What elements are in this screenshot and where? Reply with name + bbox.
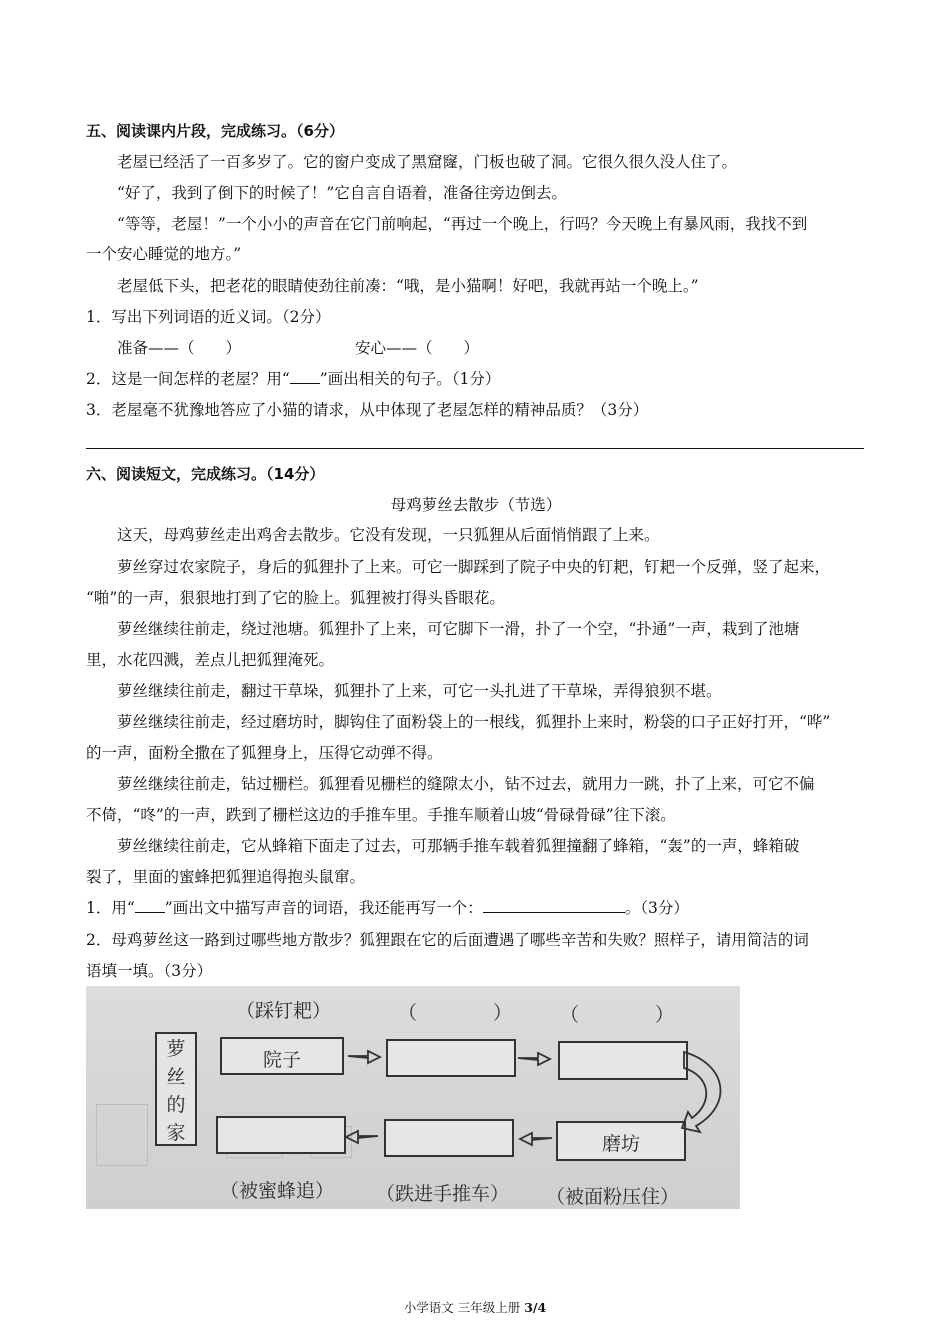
- passage-line: 里，水花四溅，差点儿把狐狸淹死。: [86, 651, 335, 669]
- passage-line: 萝丝穿过农家院子，身后的狐狸扑了上来。可它一脚踩到了院子中央的钉耙，钉耙一个反弹，竖了起来，: [117, 558, 831, 576]
- passage-line: 萝丝继续往前走，钻过栅栏。狐狸看见栅栏的缝隙太小，钻不过去，就用力一跳，扑了上来，可它不偏: [117, 775, 815, 793]
- section5-paragraph: “好了，我到了倒下的时候了！”它自言自语着，准备往旁边倒去。: [117, 184, 567, 202]
- section5-heading: 五、阅读课内片段，完成练习。（6分）: [86, 122, 344, 140]
- section6-question-1: [86, 897, 866, 919]
- section6-question-2-cont: 语填一填。（3分）: [86, 962, 213, 980]
- section5-question-1: 1．写出下列词语的近义词。（2分）: [86, 308, 331, 326]
- section6-question-2: 2．母鸡萝丝这一路到过哪些地方散步？狐狸跟在它的后面遭遇了哪些辛苦和失败？照样子，请用简洁的词: [86, 931, 809, 949]
- q2-text-start: 2．这是一间怎样的老屋？用“: [86, 370, 290, 388]
- passage-line: 这天，母鸡萝丝走出鸡舍去散步。它没有发现，一只狐狸从后面悄悄跟了上来。: [117, 526, 660, 544]
- underline-sample: [290, 369, 320, 384]
- q1-text-end: 。（3分）: [624, 899, 689, 917]
- section5-question-3: 3．老屋毫不犹豫地答应了小猫的请求，从中体现了老屋怎样的精神品质？（3分）: [86, 401, 649, 419]
- q1-text-middle: ”画出文中描写声音的词语，我还能再写一个：: [164, 899, 483, 917]
- passage-line: 不倚，“咚”的一声，跌到了栅栏这边的手推车里。手推车顺着山坡“骨碌骨碌”往下滚。: [86, 806, 676, 824]
- arrow-left-icon: [346, 1131, 378, 1143]
- home-char: 丝: [166, 1066, 186, 1088]
- passage-title: 母鸡萝丝去散步（节选）: [390, 496, 562, 514]
- home-char: 的: [166, 1094, 186, 1116]
- place-box-label: 磨坊: [601, 1133, 640, 1155]
- passage-line: 萝丝继续往前走，绕过池塘。狐狸扑了上来，可它脚下一滑，扑了一个空，“扑通”一声，栽到了池塘: [117, 620, 800, 638]
- arrow-right-icon: [348, 1051, 380, 1063]
- top-label: （踩钉耙）: [236, 1000, 332, 1022]
- bottom-label: （被面粉压住）: [546, 1186, 680, 1208]
- synonym-blank-2: 安心——（ ）: [355, 339, 480, 357]
- section5-paragraph: 一个安心睡觉的地方。”: [86, 245, 242, 263]
- passage-line: 萝丝继续往前走，经过磨坊时，脚钩住了面粉袋上的一根线，狐狸扑上来时，粉袋的口子正好打开，“哗”: [117, 713, 831, 731]
- arrow-right-icon: [518, 1053, 550, 1065]
- curved-arrow-icon: [682, 1052, 720, 1132]
- sound-word-blank: [483, 898, 625, 913]
- section5-question-2: [86, 368, 866, 390]
- q1-text-start: 1．用“: [86, 899, 135, 917]
- bottom-label: （被蜜蜂追）: [220, 1180, 335, 1202]
- bottom-label: （跌进手推车）: [376, 1183, 510, 1205]
- page-number: 3/4: [524, 1300, 547, 1315]
- section6-heading: 六、阅读短文，完成练习。（14分）: [86, 465, 325, 483]
- route-diagram: [86, 986, 740, 1209]
- answer-line: [86, 448, 864, 449]
- passage-line: 裂了，里面的蜜蜂把狐狸追得抱头鼠窜。: [86, 868, 366, 886]
- passage-line: “啪”的一声，狠狠地打到了它的脸上。狐狸被打得头昏眼花。: [86, 589, 505, 607]
- page-footer: [0, 1298, 950, 1316]
- section5-paragraph: “等等，老屋！”一个小小的声音在它门前响起，“再过一个晚上，行吗？今天晚上有暴风雨，我找不到: [117, 215, 808, 233]
- home-char: 萝: [166, 1038, 186, 1060]
- place-box-label: 院子: [262, 1049, 301, 1071]
- arrow-left-icon: [520, 1133, 552, 1145]
- top-label: （ ）: [560, 1004, 675, 1026]
- q2-text-end: ”画出相关的句子。（1分）: [319, 370, 501, 388]
- synonym-blank-1: 准备——（ ）: [117, 339, 242, 357]
- passage-line: 的一声，面粉全撒在了狐狸身上，压得它动弹不得。: [86, 744, 443, 762]
- underline-sample: [135, 898, 165, 913]
- footer-text: 小学语文 三年级上册: [403, 1300, 525, 1315]
- home-char: 家: [166, 1122, 186, 1144]
- passage-line: 萝丝继续往前走，它从蜂箱下面走了过去，可那辆手推车载着狐狸撞翻了蜂箱，“轰”的一声，蜂箱破: [117, 837, 800, 855]
- top-label: （ ）: [398, 1002, 513, 1024]
- arrows-svg: [86, 986, 740, 1209]
- section5-paragraph: 老屋低下头，把老花的眼睛使劲往前凑：“哦，是小猫啊！好吧，我就再站一个晚上。”: [117, 277, 699, 295]
- passage-line: 萝丝继续往前走，翻过干草垛，狐狸扑了上来，可它一头扎进了干草垛，弄得狼狈不堪。: [117, 682, 722, 700]
- section5-paragraph: 老屋已经活了一百多岁了。它的窗户变成了黑窟窿，门板也破了洞。它很久很久没人住了。: [117, 153, 738, 171]
